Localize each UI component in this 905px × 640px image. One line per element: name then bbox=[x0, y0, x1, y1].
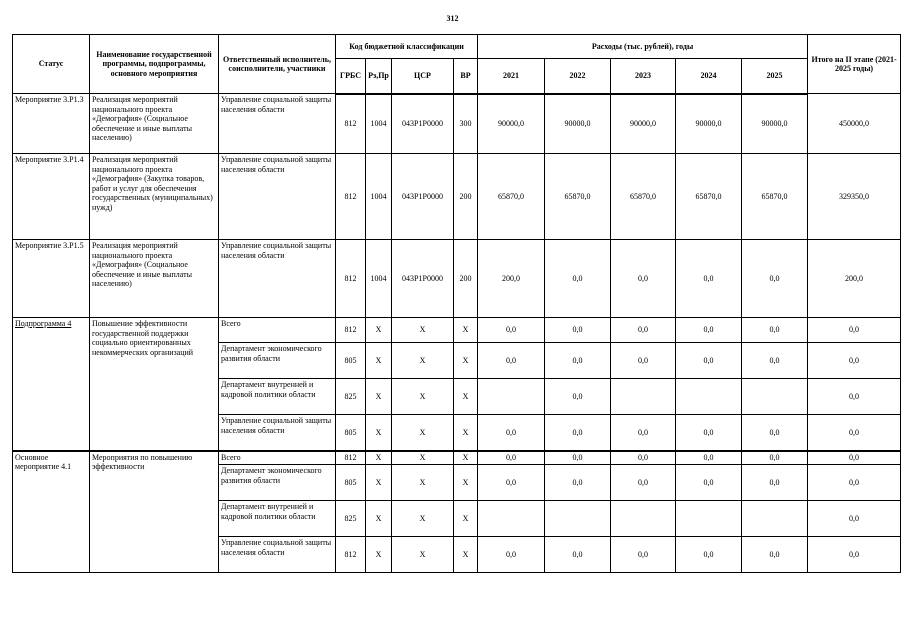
year-value-cell: 0,0 bbox=[676, 415, 742, 451]
year-value-cell: 200,0 bbox=[478, 240, 545, 318]
total-cell: 0,0 bbox=[808, 465, 901, 501]
year-value-cell: 0,0 bbox=[676, 343, 742, 379]
total-cell: 329350,0 bbox=[808, 154, 901, 240]
status-cell: Мероприятие 3.P1.3 bbox=[13, 94, 90, 154]
table-row bbox=[13, 240, 901, 318]
year-value-cell: 0,0 bbox=[611, 537, 676, 573]
vr-cell: X bbox=[454, 465, 478, 501]
total-cell: 0,0 bbox=[808, 343, 901, 379]
vr-cell: X bbox=[454, 451, 478, 465]
grbs-cell: 812 bbox=[336, 318, 366, 343]
year-value-cell: 0,0 bbox=[742, 451, 808, 465]
csr-cell: 043P1P0000 bbox=[392, 94, 454, 154]
year-value-cell: 0,0 bbox=[742, 537, 808, 573]
total-cell: 0,0 bbox=[808, 318, 901, 343]
vr-cell: X bbox=[454, 415, 478, 451]
year-value-cell: 0,0 bbox=[611, 318, 676, 343]
grbs-cell: 812 bbox=[336, 94, 366, 154]
csr-cell: X bbox=[392, 379, 454, 415]
rzpr-cell: X bbox=[366, 379, 392, 415]
table-body bbox=[13, 94, 901, 573]
header-vr: ВР bbox=[454, 59, 478, 94]
year-value-cell: 0,0 bbox=[611, 451, 676, 465]
executor-cell: Всего bbox=[219, 318, 336, 343]
table-row bbox=[13, 451, 901, 465]
year-value-cell: 65870,0 bbox=[478, 154, 545, 240]
executor-cell: Управление социальной защиты населения области bbox=[219, 415, 336, 451]
grbs-cell: 812 bbox=[336, 240, 366, 318]
executor-cell: Управление социальной защиты населения области bbox=[219, 154, 336, 240]
rzpr-cell: X bbox=[366, 451, 392, 465]
year-value-cell: 90000,0 bbox=[742, 94, 808, 154]
executor-cell: Всего bbox=[219, 451, 336, 465]
table-row bbox=[13, 94, 901, 154]
csr-cell: X bbox=[392, 537, 454, 573]
grbs-cell: 812 bbox=[336, 537, 366, 573]
total-cell: 0,0 bbox=[808, 451, 901, 465]
year-value-cell: 0,0 bbox=[742, 240, 808, 318]
grbs-cell: 812 bbox=[336, 154, 366, 240]
status-cell: Подпрограмма 4 bbox=[13, 318, 90, 451]
budget-table bbox=[12, 34, 901, 573]
grbs-cell: 805 bbox=[336, 343, 366, 379]
table-row bbox=[13, 318, 901, 343]
header-year-2023: 2023 bbox=[611, 59, 676, 94]
page-number: 312 bbox=[446, 14, 459, 23]
grbs-cell: 805 bbox=[336, 415, 366, 451]
year-value-cell: 0,0 bbox=[611, 465, 676, 501]
rzpr-cell: X bbox=[366, 465, 392, 501]
program-name-cell: Реализация мероприятий национального проекта «Демография» (Социальное обеспечение и иные выплаты населению) bbox=[90, 94, 219, 154]
year-value-cell: 65870,0 bbox=[611, 154, 676, 240]
year-value-cell: 0,0 bbox=[545, 537, 611, 573]
csr-cell: 043P1P0000 bbox=[392, 240, 454, 318]
vr-cell: 300 bbox=[454, 94, 478, 154]
header-rzpr: Рз,Пр bbox=[366, 59, 392, 94]
year-value-cell: 90000,0 bbox=[611, 94, 676, 154]
rzpr-cell: 1004 bbox=[366, 154, 392, 240]
year-value-cell: 65870,0 bbox=[545, 154, 611, 240]
year-value-cell: 0,0 bbox=[676, 465, 742, 501]
rzpr-cell: X bbox=[366, 501, 392, 537]
year-value-cell: 0,0 bbox=[478, 465, 545, 501]
total-cell: 0,0 bbox=[808, 501, 901, 537]
year-value-cell bbox=[611, 379, 676, 415]
rzpr-cell: X bbox=[366, 343, 392, 379]
year-value-cell: 0,0 bbox=[742, 415, 808, 451]
vr-cell: X bbox=[454, 379, 478, 415]
header-csr: ЦСР bbox=[392, 59, 454, 94]
grbs-cell: 825 bbox=[336, 379, 366, 415]
year-value-cell bbox=[545, 501, 611, 537]
header-budget-code: Код бюджетной классификации bbox=[336, 35, 478, 59]
rzpr-cell: 1004 bbox=[366, 240, 392, 318]
year-value-cell bbox=[676, 379, 742, 415]
year-value-cell: 0,0 bbox=[545, 318, 611, 343]
total-cell: 0,0 bbox=[808, 415, 901, 451]
csr-cell: X bbox=[392, 415, 454, 451]
executor-cell: Управление социальной защиты населения области bbox=[219, 537, 336, 573]
year-value-cell: 0,0 bbox=[611, 415, 676, 451]
vr-cell: X bbox=[454, 501, 478, 537]
year-value-cell: 90000,0 bbox=[478, 94, 545, 154]
header-executor: Ответственный исполнитель, соисполнители, участники bbox=[219, 35, 336, 94]
csr-cell: X bbox=[392, 451, 454, 465]
header-grbs: ГРБС bbox=[336, 59, 366, 94]
executor-cell: Департамент внутренней и кадровой политики области bbox=[219, 501, 336, 537]
grbs-cell: 812 bbox=[336, 451, 366, 465]
header-year-2022: 2022 bbox=[545, 59, 611, 94]
year-value-cell: 0,0 bbox=[478, 415, 545, 451]
header-year-2024: 2024 bbox=[676, 59, 742, 94]
year-value-cell: 0,0 bbox=[545, 240, 611, 318]
csr-cell: X bbox=[392, 343, 454, 379]
program-name-cell: Повышение эффективности государственной поддержки социально ориентированных некоммерческих организаций bbox=[90, 318, 219, 451]
status-cell: Мероприятие 3.P1.5 bbox=[13, 240, 90, 318]
executor-cell: Управление социальной защиты населения области bbox=[219, 240, 336, 318]
year-value-cell: 65870,0 bbox=[742, 154, 808, 240]
total-cell: 0,0 bbox=[808, 537, 901, 573]
executor-cell: Управление социальной защиты населения области bbox=[219, 94, 336, 154]
year-value-cell: 0,0 bbox=[676, 537, 742, 573]
executor-cell: Департамент экономического развития области bbox=[219, 343, 336, 379]
year-value-cell: 90000,0 bbox=[545, 94, 611, 154]
year-value-cell bbox=[676, 501, 742, 537]
year-value-cell: 0,0 bbox=[545, 465, 611, 501]
rzpr-cell: 1004 bbox=[366, 94, 392, 154]
csr-cell: X bbox=[392, 501, 454, 537]
vr-cell: 200 bbox=[454, 154, 478, 240]
year-value-cell: 0,0 bbox=[545, 379, 611, 415]
year-value-cell: 0,0 bbox=[478, 537, 545, 573]
executor-cell: Департамент экономического развития области bbox=[219, 465, 336, 501]
header-year-2025: 2025 bbox=[742, 59, 808, 94]
header-total: Итого на II этапе (2021-2025 годы) bbox=[808, 35, 901, 94]
year-value-cell bbox=[478, 501, 545, 537]
vr-cell: X bbox=[454, 537, 478, 573]
year-value-cell: 0,0 bbox=[478, 451, 545, 465]
year-value-cell: 0,0 bbox=[545, 343, 611, 379]
year-value-cell: 0,0 bbox=[742, 343, 808, 379]
program-name-cell: Реализация мероприятий национального проекта «Демография» (Социальное обеспечение и иные выплаты населению) bbox=[90, 240, 219, 318]
year-value-cell bbox=[611, 501, 676, 537]
csr-cell: X bbox=[392, 465, 454, 501]
header-program: Наименование государственной программы, подпрограммы, основного мероприятия bbox=[90, 35, 219, 94]
year-value-cell: 0,0 bbox=[545, 415, 611, 451]
header-expenses: Расходы (тыс. рублей), годы bbox=[478, 35, 808, 59]
header-year-2021: 2021 bbox=[478, 59, 545, 94]
year-value-cell: 0,0 bbox=[676, 240, 742, 318]
vr-cell: 200 bbox=[454, 240, 478, 318]
executor-cell: Департамент внутренней и кадровой политики области bbox=[219, 379, 336, 415]
rzpr-cell: X bbox=[366, 415, 392, 451]
vr-cell: X bbox=[454, 318, 478, 343]
year-value-cell: 90000,0 bbox=[676, 94, 742, 154]
year-value-cell: 0,0 bbox=[611, 240, 676, 318]
grbs-cell: 805 bbox=[336, 465, 366, 501]
total-cell: 450000,0 bbox=[808, 94, 901, 154]
year-value-cell: 0,0 bbox=[478, 343, 545, 379]
vr-cell: X bbox=[454, 343, 478, 379]
year-value-cell: 0,0 bbox=[611, 343, 676, 379]
year-value-cell bbox=[742, 501, 808, 537]
rzpr-cell: X bbox=[366, 318, 392, 343]
total-cell: 0,0 bbox=[808, 379, 901, 415]
program-name-cell: Мероприятия по повышению эффективности bbox=[90, 451, 219, 573]
csr-cell: X bbox=[392, 318, 454, 343]
year-value-cell: 0,0 bbox=[742, 465, 808, 501]
year-value-cell bbox=[742, 379, 808, 415]
year-value-cell: 0,0 bbox=[478, 318, 545, 343]
csr-cell: 043P1P0000 bbox=[392, 154, 454, 240]
grbs-cell: 825 bbox=[336, 501, 366, 537]
status-cell: Мероприятие 3.P1.4 bbox=[13, 154, 90, 240]
year-value-cell: 65870,0 bbox=[676, 154, 742, 240]
rzpr-cell: X bbox=[366, 537, 392, 573]
year-value-cell: 0,0 bbox=[545, 451, 611, 465]
program-name-cell: Реализация мероприятий национального проекта «Демография» (Закупка товаров, работ и услуг для обеспечения государственных (муниципальных) нужд) bbox=[90, 154, 219, 240]
year-value-cell: 0,0 bbox=[676, 451, 742, 465]
year-value-cell: 0,0 bbox=[742, 318, 808, 343]
total-cell: 200,0 bbox=[808, 240, 901, 318]
table-row bbox=[13, 154, 901, 240]
status-cell: Основное мероприятие 4.1 bbox=[13, 451, 90, 573]
year-value-cell bbox=[478, 379, 545, 415]
header-status: Статус bbox=[13, 35, 90, 94]
year-value-cell: 0,0 bbox=[676, 318, 742, 343]
